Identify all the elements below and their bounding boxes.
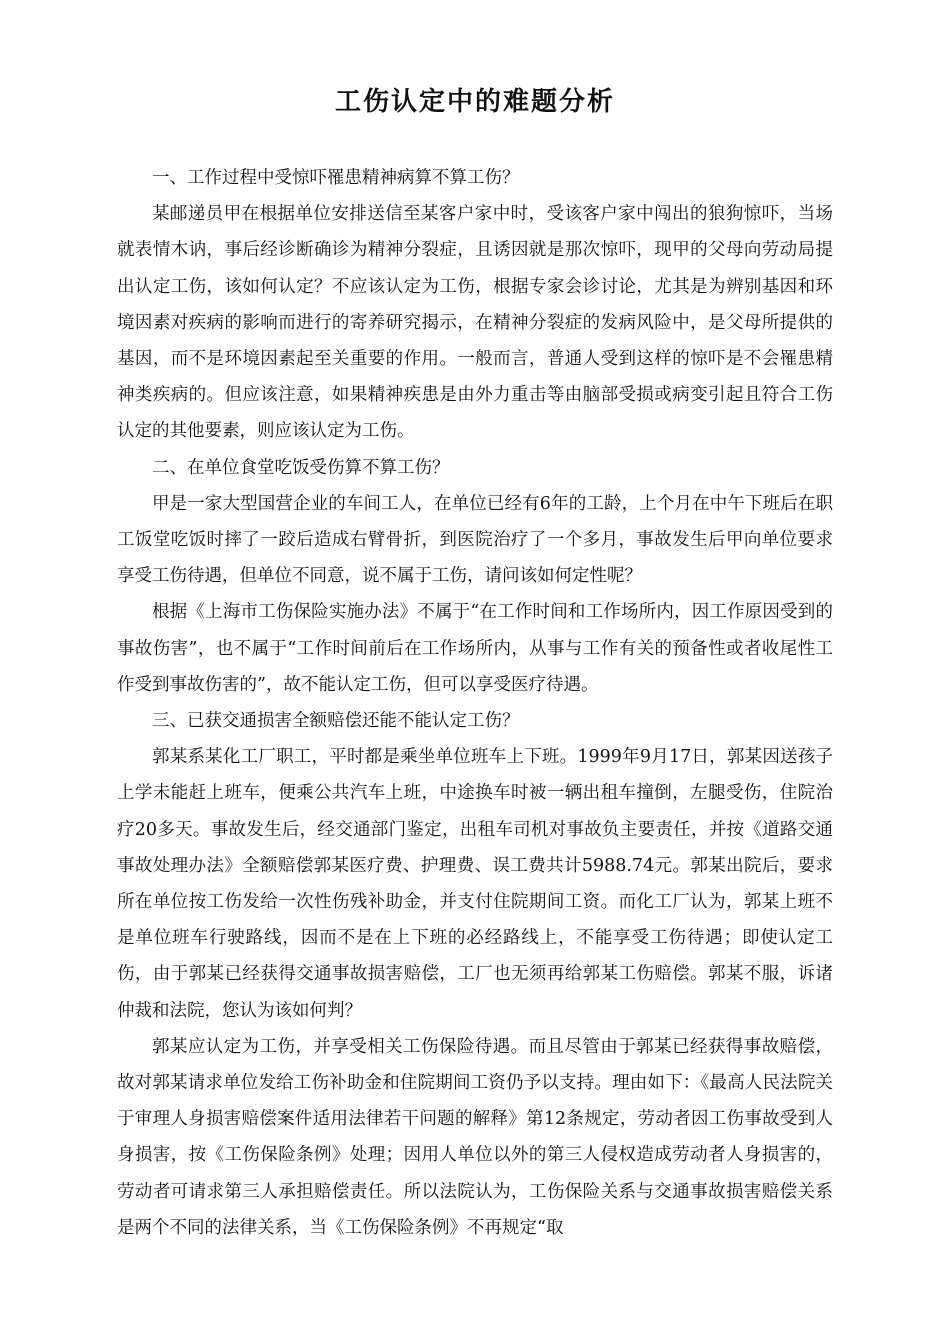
paragraph-3: 根据《上海市工伤保险实施办法》不属于“在工作时间和工作场所内，因工作原因受到的事故伤害”，也不属于“工作时间前后在工作场所内，从事与工作有关的预备性或者收尾性工作受到事故伤害的”，故不能认定工伤，但可以享受医疗待遇。 (117, 602, 833, 695)
paragraph-4: 郭某系某化工厂职工，平时都是乘坐单位班车上下班。1999年9月17日，郭某因送孩子上学未能赶上班车，便乘公共汽车上班，中途换车时被一辆出租车撞倒，左腿受伤，住院治疗20多天。事故发生后，经交通部门鉴定，出租车司机对事故负主要责任，并按《道路交通事故处理办法》全额赔偿郭某医疗费、护理费、误工费共计5988.74元。郭某出院后，要求所在单位按工伤发给一次性伤残补助金，并支付住院期间工资。而化工厂认为，郭某上班不是单位班车行驶路线，因而不是在上下班的必经路线上，不能享受工伤待遇；即使认定工伤，由于郭某已经获得交通事故损害赔偿，工厂也无须再给郭某工伤赔偿。郭某不服，诉诸仲裁和法院，您认为该如何判？ (117, 747, 833, 1021)
paragraph-1: 某邮递员甲在根据单位安排送信至某客户家中时，受该客户家中闯出的狼狗惊吓，当场就表情木讷，事后经诊断确诊为精神分裂症，且诱因就是那次惊吓，现甲的父母向劳动局提出认定工伤，该如何认定？不应该认定为工伤，根据专家会诊讨论，尤其是为辨别基因和环境因素对疾病的影响而进行的寄养研究揭示，在精神分裂症的发病风险中，是父母所提供的基因，而不是环境因素起至关重要的作用。一般而言，普通人受到这样的惊吓是不会罹患精神类疾病的。但应该注意，如果精神疾患是由外力重击等由脑部受损或病变引起且符合工伤认定的其他要素，则应该认定为工伤。 (117, 204, 833, 442)
document-body (117, 160, 833, 1246)
section-heading-3: 三、已获交通损害全额赔偿还能不能认定工伤？ (152, 711, 520, 732)
paragraph-5: 郭某应认定为工伤，并享受相关工伤保险待遇。而且尽管由于郭某已经获得事故赔偿，故对郭某请求单位发给工伤补助金和住院期间工资仍予以支持。理由如下：《最高人民法院关于审理人身损害赔偿案件适用法律若干问题的解释》第12条规定，劳动者因工伤事故受到人身损害，按《工伤保险条例》处理；因用人单位以外的第三人侵权造成劳动者人身损害的，劳动者可请求第三人承担赔偿责任。所以法院认为，工伤保险关系与交通事故损害赔偿关系是两个不同的法律关系，当《工伤保险条例》不再规定“取 (117, 1036, 833, 1238)
paragraph-2: 甲是一家大型国营企业的车间工人，在单位已经有6年的工龄，上个月在中午下班后在职工饭堂吃饭时摔了一跤后造成右臂骨折，到医院治疗了一个多月，事故发生后甲向单位要求享受工伤待遇，但单位不同意，说不属于工伤，请问该如何定性呢？ (117, 493, 833, 587)
document-title: 工伤认定中的难题分析 (334, 87, 615, 117)
section-heading-1: 一、工作过程中受惊吓罹患精神病算不算工伤？ (152, 168, 520, 188)
section-heading-2: 二、在单位食堂吃饭受伤算不算工伤？ (152, 457, 450, 478)
